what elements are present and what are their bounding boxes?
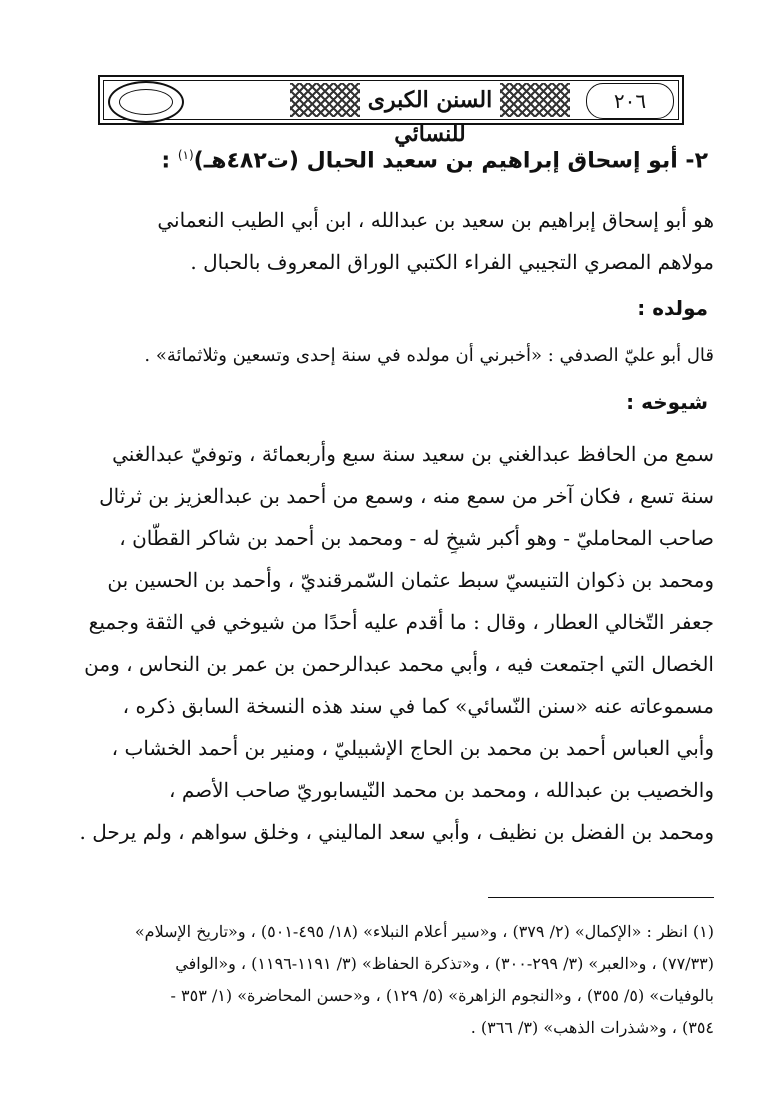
- footnote-line-2: (٧٧/٣٣) ، و«العبر» (٣/ ٢٩٩-٣٠٠) ، و«تذكرة الحفاظ» (٣/ ١١٩١-١١٩٦) ، و«الوافي: [175, 954, 714, 973]
- page-number: ٢٠٦: [586, 83, 674, 119]
- teachers-line-3: صاحب المحامليّ - وهو أكبر شيخٍ له - ومحمد بن أحمد بن شاكر القطّان ،: [119, 526, 714, 550]
- teachers-line-1: سمع من الحافظ عبدالغني بن سعيد سنة سبع وأربعمائة ، وتوفيّ عبدالغني: [112, 442, 714, 466]
- teachers-line-6: الخصال التي اجتمعت فيه ، وأبي محمد عبدالرحمن بن عمر بن النحاس ، ومن: [84, 652, 714, 676]
- teachers-line-5: جعفر التّخالي العطار ، وقال : ما أقدم عليه أحدًا من شيوخي في الثقة وجميع: [88, 610, 714, 634]
- footnote-line-1: (١) انظر : «الإكمال» (٢/ ٣٧٩) ، و«سير أعلام النبلاء» (١٨/ ٤٩٥-٥٠١) ، و«تاريخ الإسلام»: [134, 922, 714, 941]
- birth-heading: مولده :: [637, 296, 708, 320]
- footnote-separator: [488, 897, 714, 898]
- teachers-line-9: والخصيب بن عبدالله ، ومحمد بن محمد النّيسابوريّ صاحب الأصم ،: [169, 778, 714, 802]
- section-heading-text: ٢- أبو إسحاق إبراهيم بن سعيد الحبال (ت٤٨٢هـ): [193, 148, 708, 174]
- birth-line: قال أبو عليّ الصدفي : «أخبرني أن مولده في سنة إحدى وتسعين وثلاثمائة» .: [144, 345, 714, 366]
- intro-line-1: هو أبو إسحاق إبراهيم بن سعيد بن عبدالله ، ابن أبي الطيب النعماني: [157, 208, 714, 232]
- ornament-band-right: [500, 83, 570, 117]
- heading-colon: :: [161, 148, 171, 174]
- footnote-ref: (١): [177, 148, 194, 162]
- teachers-line-2: سنة تسع ، فكان آخر من سمع منه ، وسمع من أحمد بن عبدالعزيز بن ثرثال: [99, 484, 714, 508]
- teachers-heading: شيوخه :: [626, 390, 708, 414]
- footnote-line-3: بالوفيات» (٥/ ٣٥٥) ، و«النجوم الزاهرة» (٥/ ١٢٩) ، و«حسن المحاضرة» (١/ ٣٥٣ -: [170, 986, 714, 1005]
- ornament-band-left: [290, 83, 360, 117]
- teachers-line-7: مسموعاته عنه «سنن النّسائي» كما في سند هذه النسخة السابق ذكره ،: [122, 694, 714, 718]
- emblem-seal-icon: [108, 81, 184, 123]
- section-heading: [48, 148, 708, 173]
- intro-line-2: مولاهم المصري التجيبي الفراء الكتبي الوراق المعروف بالحبال .: [190, 250, 714, 274]
- teachers-line-4: ومحمد بن ذكوان التنيسيّ سبط عثمان السّمرقنديّ ، وأحمد بن الحسين بن: [107, 568, 714, 592]
- teachers-line-8: وأبي العباس أحمد بن محمد بن الحاج الإشبيليّ ، ومنير بن أحمد الخشاب ،: [111, 736, 714, 760]
- footnote-line-4: ٣٥٤) ، و«شذرات الذهب» (٣/ ٣٦٦) .: [470, 1018, 714, 1037]
- book-title: السنن الكبرى للنسائي: [362, 83, 498, 117]
- running-header: [98, 75, 684, 147]
- teachers-line-10: ومحمد بن الفضل بن نظيف ، وأبي سعد الماليني ، وخلق سواهم ، ولم يرحل .: [79, 820, 714, 844]
